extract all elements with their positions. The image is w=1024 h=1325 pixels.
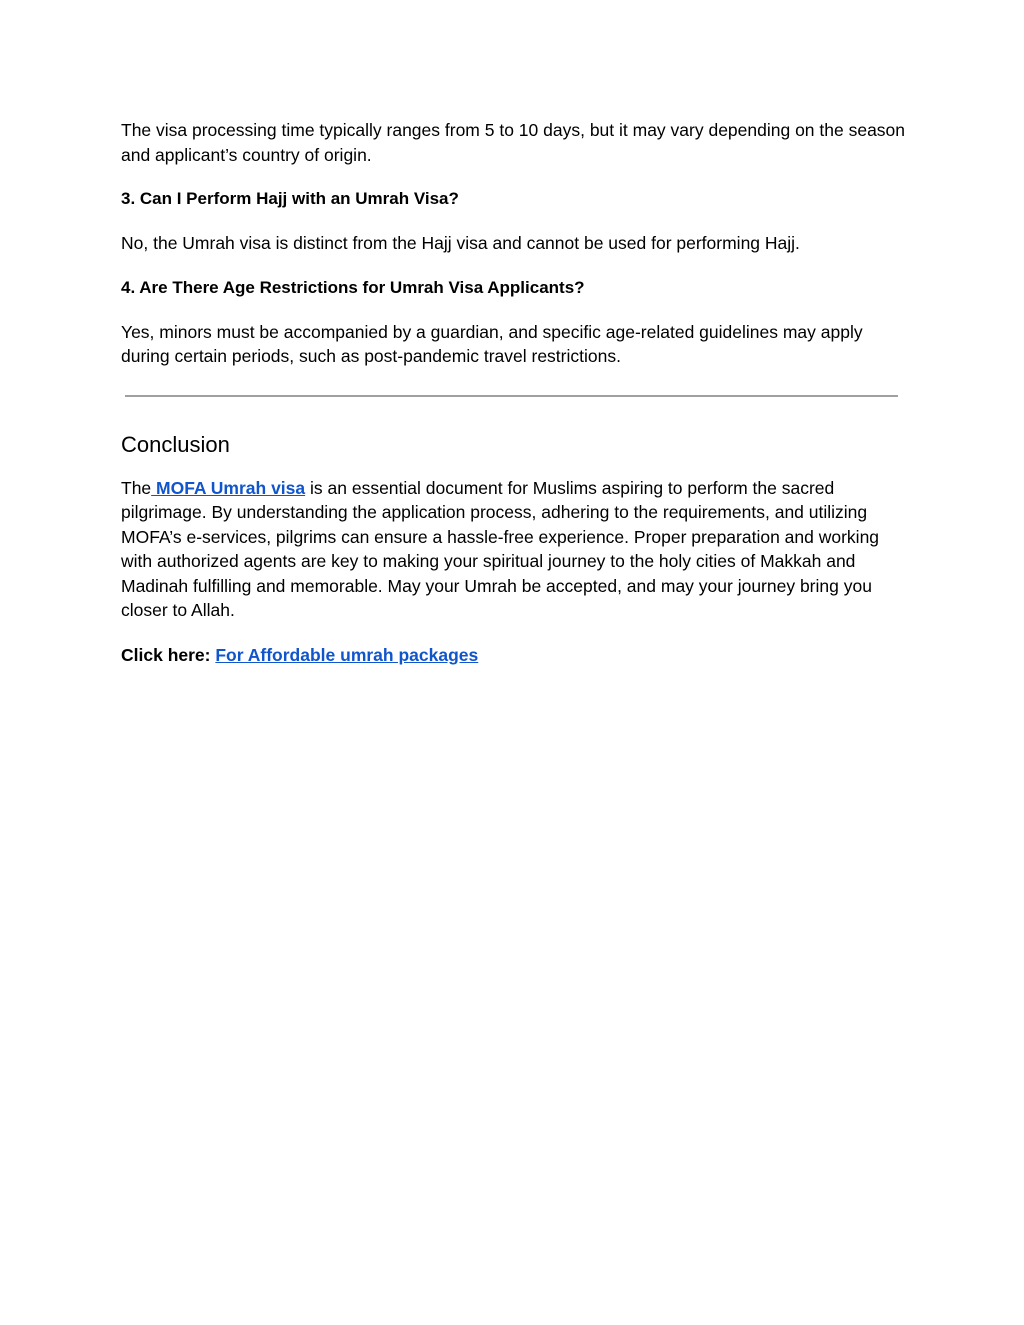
processing-time-paragraph: The visa processing time typically ranges from 5 to 10 days, but it may vary depending on the season and applicant’s country of origin.: [121, 120, 906, 165]
faq-question-4: 4. Are There Age Restrictions for Umrah Visa Applicants?: [121, 277, 585, 297]
conclusion-paragraph: [121, 476, 911, 623]
faq-answer-4: Yes, minors must be accompanied by a guardian, and specific age-related guidelines may apply during certain periods, such as post-pandemic travel restrictions.: [121, 321, 863, 366]
affordable-umrah-packages-link[interactable]: For Affordable umrah packages: [215, 644, 479, 665]
section-divider: [125, 395, 898, 397]
document-page: [121, 118, 911, 667]
call-to-action: [121, 643, 911, 668]
faq-question-3: 3. Can I Perform Hajj with an Umrah Visa?: [121, 189, 459, 208]
mofa-umrah-visa-link[interactable]: MOFA Umrah visa: [151, 477, 306, 498]
conclusion-body: is an essential document for Muslims aspiring to perform the sacred pilgrimage. By understanding the application process, adhering to the requirements, and utilizing MOFA’s e-services, pilgrims can ensure a hassle-free experience. Proper preparation and working with authorized agents are key to making your spiritual journey to the holy cities of Makkah and Madinah fulfilling and memorable. May your Umrah be accepted, and may your journey bring you closer to Allah.: [121, 477, 880, 620]
conclusion-heading: Conclusion: [121, 431, 230, 457]
cta-label: Click here:: [121, 644, 216, 665]
conclusion-prefix: The: [121, 477, 152, 498]
faq-answer-3: No, the Umrah visa is distinct from the Hajj visa and cannot be used for performing Hajj.: [121, 233, 800, 253]
